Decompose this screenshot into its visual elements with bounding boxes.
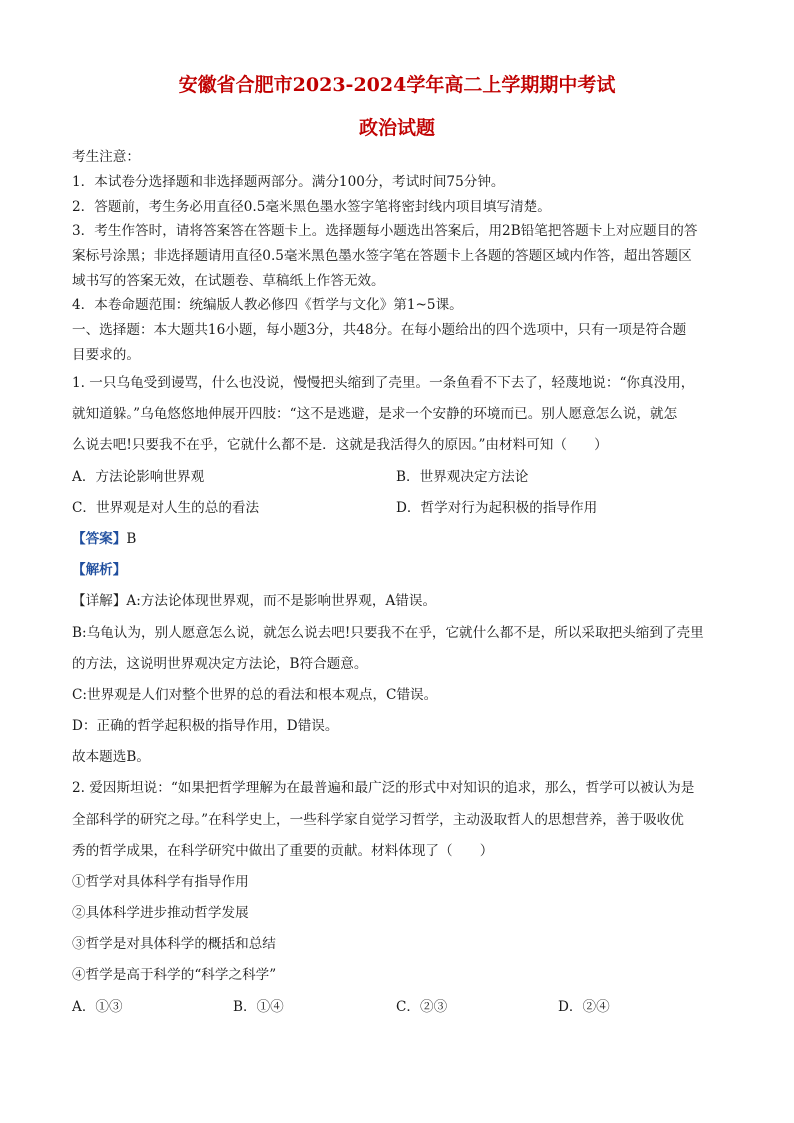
notice-item-3-line-1: 3．考生作答时，请将答案答在答题卡上。选择题每小题选出答案后，用2B铅笔把答题卡上对应题目的答 [72, 223, 698, 239]
q1-conclusion: 故本题选B。 [72, 749, 150, 765]
q1-analysis-row [72, 561, 724, 579]
section-heading-line-2: 目要求的。 [72, 347, 140, 363]
q2-statement-2: ②具体科学进步推动哲学发展 [72, 905, 249, 921]
q2-stem-line-3: 秀的哲学成果，在科学研究中做出了重要的贡献。材料体现了（ ） [72, 843, 494, 859]
q2-statement-3: ③哲学是对具体科学的概括和总结 [72, 936, 276, 952]
notice-item-4: 4．本卷命题范围：统编版人教必修四《哲学与文化》第1~5课。 [72, 297, 463, 313]
q2-statement-4: ④哲学是高于科学的“科学之科学” [72, 967, 277, 983]
section-heading-line-1: 一、选择题：本大题共16小题，每小题3分，共48分。在每小题给出的四个选项中，只有一项是符合题 [72, 322, 687, 338]
q1-stem-line-1: 1. 一只乌龟受到谩骂，什么也没说，慢慢把头缩到了壳里。一条鱼看不下去了，轻蔑地说：“你真没用， [72, 375, 695, 391]
q1-option-c: C．世界观是对人生的总的看法 [72, 500, 260, 516]
q1-answer-row [72, 530, 724, 548]
detail-tag: 【详解】 [72, 593, 127, 609]
q1-option-a: A．方法论影响世界观 [72, 469, 205, 485]
q1-stem-line-2: 就知道躲。”乌龟悠悠地伸展开四肢：“这不是逃避，是求一个安静的环境而已。别人愿意怎么说，就怎 [72, 406, 678, 422]
detail-a: A:方法论体现世界观，而不是影响世界观，A错误。 [126, 593, 437, 609]
q1-option-d: D．哲学对行为起积极的指导作用 [396, 500, 598, 516]
q2-option-a: A．①③ [72, 999, 123, 1015]
answer-value: B [126, 531, 137, 547]
q2-option-b: B．①④ [233, 999, 284, 1015]
answer-tag: 【答案】 [72, 531, 127, 547]
notice-item-3-line-2: 案标号涂黑；非选择题请用直径0.5毫米黑色墨水签字笔在答题卡上各题的答题区域内作答，超出答题区 [72, 248, 692, 264]
q1-detail-c: C:世界观是人们对整个世界的总的看法和根本观点，C错误。 [72, 687, 438, 703]
notice-item-1: 1．本试卷分选择题和非选择题两部分。满分100分，考试时间75分钟。 [72, 174, 505, 190]
exam-title: 安徽省合肥市2023-2024学年高二上学期期中考试 [178, 74, 616, 96]
q2-option-d: D．②④ [558, 999, 610, 1015]
q2-option-c: C．②③ [396, 999, 448, 1015]
q2-stem-line-2: 全部科学的研究之母。”在科学史上，一些科学家自觉学习哲学，主动汲取哲人的思想营养，善于吸收优 [72, 812, 684, 828]
notice-heading: 考生注意： [72, 149, 140, 165]
q1-detail-b-line-1: B:乌龟认为，别人愿意怎么说，就怎么说去吧!只要我不在乎，它就什么都不是，所以采取把头缩到了壳里 [72, 625, 704, 641]
exam-subtitle: 政治试题 [358, 117, 435, 139]
q1-detail-b-line-2: 的方法，这说明世界观决定方法论，B符合题意。 [72, 656, 368, 672]
q1-option-b: B．世界观决定方法论 [396, 469, 529, 485]
q2-statement-1: ①哲学对具体科学有指导作用 [72, 874, 249, 890]
notice-item-2: 2．答题前，考生务必用直径0.5毫米黑色墨水签字笔将密封线内项目填写清楚。 [72, 199, 551, 215]
q1-stem-line-3: 么说去吧!只要我不在乎，它就什么都不是．这就是我活得久的原因。”由材料可知（ ） [72, 437, 608, 453]
notice-item-3-line-3: 域书写的答案无效，在试题卷、草稿纸上作答无效。 [72, 273, 385, 289]
q1-detail-row [72, 592, 724, 610]
q2-stem-line-1: 2. 爱因斯坦说：“如果把哲学理解为在最普遍和最广泛的形式中对知识的追求，那么，哲学可以被认为是 [72, 780, 695, 796]
q1-detail-d: D：正确的哲学起积极的指导作用，D错误。 [72, 718, 339, 734]
analysis-tag: 【解析】 [72, 562, 127, 578]
